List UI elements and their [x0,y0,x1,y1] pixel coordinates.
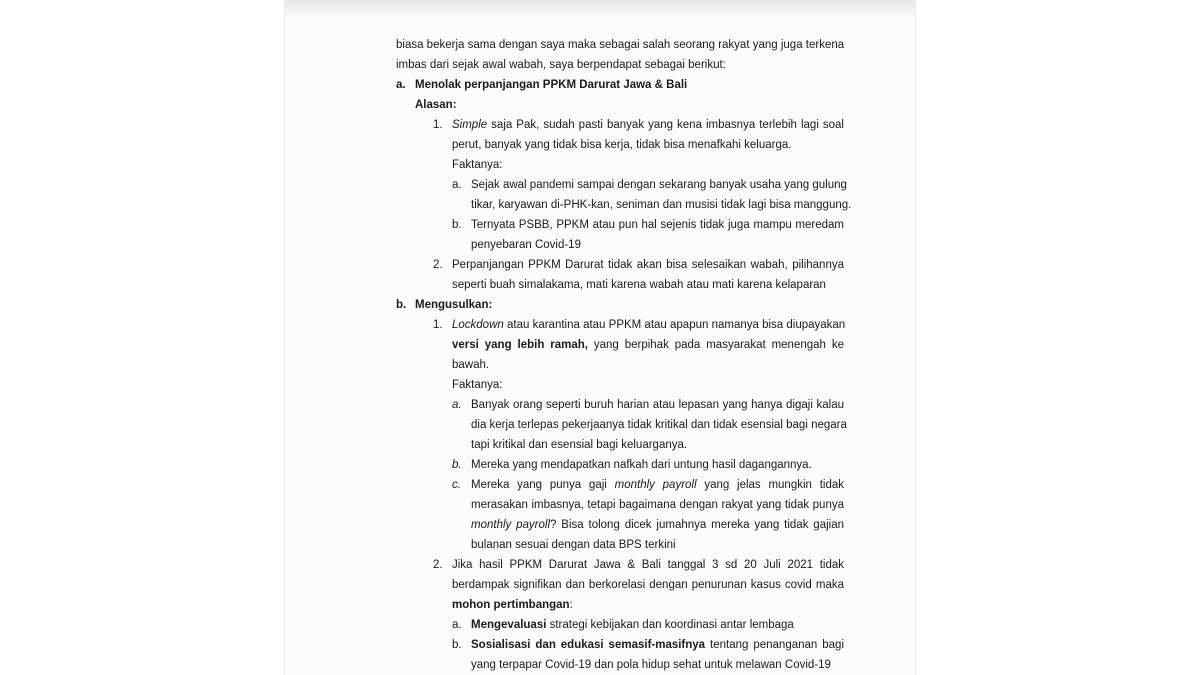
b-fakta-b-marker: b. [452,459,462,471]
a-fakta-b-line-2: penyebaran Covid-19 [471,239,581,251]
b-item-2-line-1: Jika hasil PPKM Darurat Jawa & Bali tanggal 3 sd 20 Juli 2021 tidak [452,559,844,571]
b-item-2-colon: : [569,599,573,611]
b-fakta-c-italic-2: monthly payroll [471,519,551,531]
b-fakta-c-line-3 [471,518,844,532]
a-item-1-number: 1. [433,119,443,131]
a-fakta-a-line-2: tikar, karyawan di-PHK-kan, seniman dan musisi tidak lagi bisa manggung. [471,199,852,211]
a-item-1-faktanya: Faktanya: [452,159,503,171]
a-item-2-line-1: Perpanjangan PPKM Darurat tidak akan bisa selesaikan wabah, pilihannya [452,259,844,271]
b-fakta-c-italic-1: monthly payroll [614,479,697,491]
a-fakta-a-marker: a. [452,179,462,191]
b-fakta-c-text-2: yang jelas mungkin tidak [696,479,844,491]
intro-line-2: imbas dari sejak awal wabah, saya berpendapat sebagai berikut: [396,59,726,71]
b-fakta-b-line-1: Mereka yang mendapatkan nafkah dari untung hasil dagangannya. [471,459,812,471]
b-item-2-bold: mohon pertimbangan [452,599,570,611]
a-item-1-line-2: perut, banyak yang tidak bisa kerja, tidak bisa menafkahi keluarga. [452,139,792,151]
b-item-2-line-3 [452,598,573,612]
alasan-label: Alasan: [415,99,457,111]
b-fakta-a-line-3: tapi kritikal dan esensial bagi keluarganya. [471,439,688,451]
a-item-2-number: 2. [433,259,443,271]
a-item-1-italic: Simple [452,119,488,131]
b-item-1-italic: Lockdown [452,319,504,331]
b-item-1-faktanya: Faktanya: [452,379,503,391]
b-fakta-c-line-1 [471,478,844,492]
b-fakta-c-text-1: Mereka yang punya gaji [471,479,615,491]
b-item-1-number: 1. [433,319,443,331]
a-item-1-line-1 [452,118,844,132]
b-fakta-a-marker: a. [452,399,462,411]
b-item-1-line-2 [452,338,844,352]
a-fakta-b-line-1: Ternyata PSBB, PPKM atau pun hal sejenis tidak juga mampu meredam [471,219,844,231]
intro-line-1: biasa bekerja sama dengan saya maka sebagai salah seorang rakyat yang juga terkena [396,39,845,51]
b-item-1-line-2-text: yang berpihak pada masyarakat menengah ke [587,339,844,351]
b-fakta-c-line-2: merasakan imbasnya, tetapi bagaimana dengan rakyat yang tidak punya [471,499,844,511]
a-item-2-line-2: seperti buah simalakama, mati karena wabah atau mati karena kelaparan [452,279,826,291]
b-item-1-text: atau karantina atau PPKM atau apapun namanya bisa diupayakan [503,319,846,331]
b-item-2-sub-a-line [471,618,794,632]
b-fakta-a-line-1: Banyak orang seperti buruh harian atau lepasan yang hanya digaji kalau [471,399,844,411]
b-item-2-sub-a-marker: a. [452,619,462,631]
a-fakta-b-marker: b. [452,219,462,231]
b-fakta-c-line-4: bulanan sesuai dengan data BPS terkini [471,539,676,551]
b-item-2-sub-a-text: strategi kebijakan dan koordinasi antar lembaga [546,619,794,631]
b-fakta-c-marker: c. [452,479,461,491]
b-item-2-sub-b-line-2: yang terpapar Covid-19 dan pola hidup sehat untuk melawan Covid-19 [471,659,831,671]
b-item-2-sub-b-bold: Sosialisasi dan edukasi semasif-masifnya [471,639,706,651]
b-item-2-line-2: berdampak signifikan dan berkorelasi dengan penurunan kasus covid maka [452,579,844,591]
a-item-1-text: saja Pak, sudah pasti banyak yang kena imbasnya terlebih lagi soal [487,119,844,131]
b-fakta-a-line-2: dia kerja terlepas pekerjaanya tidak kritikal dan tidak esensial bagi negara [471,419,847,431]
b-fakta-c-text-3: ? Bisa tolong dicek jumahnya mereka yang tidak gajian [550,519,845,531]
section-b-heading: Mengusulkan: [415,299,493,311]
document-page [285,0,915,675]
b-item-2-sub-b-text: tentang penanganan bagi [705,639,844,651]
section-a-heading: Menolak perpanjangan PPKM Darurat Jawa & Bali [415,79,688,91]
b-item-1-line-3: bawah. [452,359,490,371]
section-a-marker: a. [396,79,406,91]
b-item-2-sub-a-bold: Mengevaluasi [471,619,547,631]
b-item-2-sub-b-marker: b. [452,639,462,651]
b-item-2-sub-b-line-1 [471,638,844,652]
a-fakta-a-line-1: Sejak awal pandemi sampai dengan sekarang banyak usaha yang gulung [471,179,847,191]
b-item-1-bold: versi yang lebih ramah, [452,339,588,351]
b-item-2-number: 2. [433,559,443,571]
section-b-marker: b. [396,299,407,311]
b-item-1-line-1 [452,318,844,332]
